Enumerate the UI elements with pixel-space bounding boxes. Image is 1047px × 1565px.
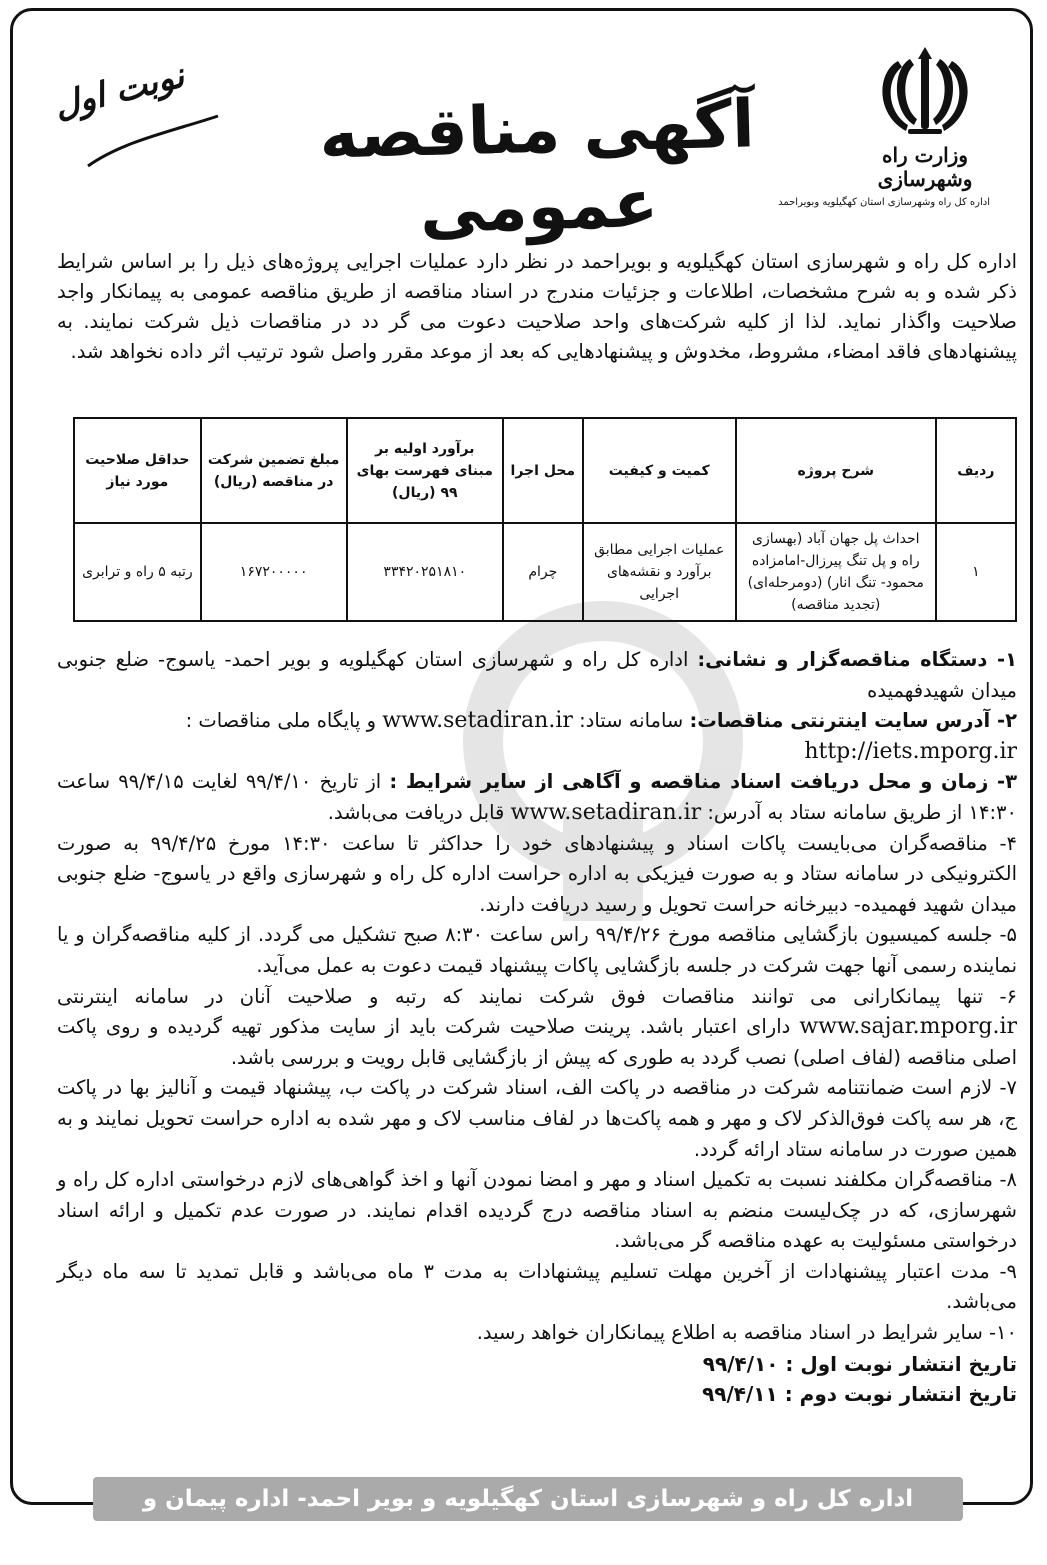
ministry-name: وزارت راه وشهرسازی: [877, 143, 973, 191]
setad-link[interactable]: www.setadiran.ir: [382, 708, 573, 734]
term-6-text-a: ۶- تنها پیمانکارانی می توانند مناقصات فوق شرکت نمایند که رتبه و صلاحیت آنان در سامانه اینترنتی: [57, 984, 1017, 1008]
term-2: [57, 706, 1017, 767]
terms-list: [57, 645, 1017, 1410]
cell-qty: عملیات اجرایی مطابق برآورد و نقشه‌های اجرایی: [583, 523, 736, 621]
publish-date-2: تاریخ انتشار نوبت دوم : ۹۹/۴/۱۱: [702, 1382, 1017, 1407]
term-8: ۸- مناقصه‌گران مکلفند نسبت به تکمیل اسناد و مهر و امضا نمودن آنها و اخذ گواهی‌های لازم درخواستی اداره کل راه و شهرسازی، که در چک‌لیست منضم به اسناد مناقصه درج گردیده اقدام نمایند. در صورت عدم تکمیل و ارائه اسناد درخواستی مسئولیت به عهده مناقصه گر می‌باشد.: [57, 1168, 1017, 1253]
cell-guarantee: ۱۶۷۲۰۰۰۰۰: [201, 523, 347, 621]
term-6: [57, 982, 1017, 1074]
intro-paragraph: اداره کل راه و شهرسازی استان کهگیلویه و بویراحمد در نظر دارد عملیات اجرایی پروژه‌های ذیل را بر اساس شرایط ذکر شده و به شرح مشخصات، اطلاعات و جزئیات مندرج در اسناد مناقصه از طریق مناقصه عمومی به پیمانکار واجد صلاحیت واگذار نماید. لذا از کلیه شرکت‌های واحد صلاحیت دعوت می گر دد در مناقصات ذیل شرکت نمایند. به پیشنهادهای فاقد امضاء، مشروط، مخدوش و پیشنهادهایی که بعد از موعد مقرر واصل شود ترتیب اثر داده نخواهد شد.: [57, 250, 1017, 363]
iets-link[interactable]: http://iets.mporg.ir: [804, 738, 1017, 764]
term-2-text-b: و پایگاه ملی مناقصات :: [185, 709, 383, 733]
term-3-text-b: قابل دریافت می‌باشد.: [327, 800, 511, 824]
page-title: آگهی مناقصه عمومی: [318, 85, 756, 249]
cell-rank: رتبه ۵ راه و ترابری: [74, 523, 201, 621]
col-header-place: محل اجرا: [503, 418, 583, 523]
sajar-link[interactable]: www.sajar.mporg.ir: [799, 1014, 1017, 1040]
round-label: نوبت اول: [50, 55, 189, 127]
footer-banner: اداره کل راه و شهرسازی استان کهگیلویه و بویر احمد- اداره پیمان و رسیدگی: [93, 1477, 963, 1521]
round-underline-icon: [83, 111, 223, 171]
cell-estimate: ۳۳۴۲۰۲۵۱۸۱۰: [347, 523, 503, 621]
col-header-guarantee: مبلغ تضمین شرکت در مناقصه (ریال): [201, 418, 347, 523]
term-4: ۴- مناقصه‌گران می‌بایست پاکات اسناد و پیشنهادهای خود را حداکثر تا ساعت ۱۴:۳۰ مورخ ۹۹/۴/۲۵ به صورت الکترونیکی در سامانه ستاد و به صورت فیزیکی به اداره حراست اداره کل راه و شهرسازی واقع در یاسوج- ضلع جنوبی میدان شهید فهمیده- دبیرخانه حراست تحویل و رسید دریافت دارند.: [57, 831, 1018, 916]
projects-table: [73, 417, 1017, 622]
publish-date-1: تاریخ انتشار نوبت اول : ۹۹/۴/۱۰: [702, 1351, 1017, 1376]
term-10: ۱۰- سایر شرایط در اسناد مناقصه به اطلاع پیمانکاران خواهد رسید.: [476, 1321, 1017, 1345]
term-2-text-a: سامانه ستاد:: [572, 709, 690, 733]
setad-link-2[interactable]: www.setadiran.ir: [510, 799, 702, 825]
col-header-rank: حداقل صلاحیت مورد نیاز: [74, 418, 201, 523]
col-header-no: ردیف: [936, 418, 1016, 523]
term-2-label: ۲- آدرس سایت اینترنتی مناقصات:: [689, 709, 1017, 733]
cell-desc: احداث پل جهان آباد (بهسازی راه و پل تنگ پیرزال-امامزاده محمود- تنگ انار) (دومرحله‌ای)(تجدید مناقصه): [736, 523, 936, 621]
emblem-icon: [870, 39, 980, 139]
table-row: [74, 523, 1016, 621]
term-3-label: ۳- زمان و محل دریافت اسناد مناقصه و آگاهی از سایر شرایط :: [389, 770, 1018, 794]
col-header-qty: کمیت و کیفیت: [583, 418, 736, 523]
term-3-text-a: از تاریخ ۹۹/۴/۱۰ لغایت ۹۹/۴/۱۵ ساعت ۱۴:۳۰ از طریق سامانه ستاد به آدرس:: [57, 770, 1017, 824]
notice-frame: [10, 8, 1033, 1556]
col-header-estimate: برآورد اولیه بر مبنای فهرست بهای ۹۹ (ریال): [347, 418, 503, 523]
cell-no: ۱: [936, 523, 1016, 621]
term-3: [57, 767, 1017, 828]
table-header-row: [74, 418, 1016, 523]
office-name: اداره کل راه وشهرسازی استان کهگیلویه وبویراحمد: [778, 197, 990, 208]
term-1-label: ۱- دستگاه مناقصه‌گزار و نشانی:: [697, 648, 1017, 671]
ministry-logo: [778, 39, 990, 208]
term-5: ۵- جلسه کمیسیون بازگشایی مناقصه مورخ ۹۹/۴/۲۶ راس ساعت ۸:۳۰ صبح تشکیل می گردد. از کلیه مناقصه‌گران و یا نماینده رسمی آنها جهت شرکت در جلسه بازگشایی پاکات پیشنهاد قیمت دعوت به عمل می‌آید.: [57, 923, 1017, 977]
term-6-text-b: دارای اعتبار باشد. پرینت صلاحیت شرکت باید از سایت مذکور تهیه گردیده و روی پاکت اصلی مناقصه (لفاف اصلی) نصب گردد به طوری که پیش از بازگشایی قابل رویت و بررسی باشد.: [57, 1015, 1017, 1069]
cell-place: چرام: [503, 523, 583, 621]
term-1: [57, 645, 1017, 706]
col-header-desc: شرح پروژه: [736, 418, 936, 523]
term-1-text: اداره کل راه و شهرسازی استان کهگیلویه و بویر احمد- یاسوج- ضلع جنوبی میدان شهیدفهمیده: [57, 648, 1017, 702]
term-9: ۹- مدت اعتبار پیشنهادات از آخرین مهلت تسلیم پیشنهادات به مدت ۳ ماه می‌باشد و قابل تمدید تا سه ماه دیگر می‌باشد.: [57, 1259, 1017, 1314]
term-7: ۷- لازم است ضمانتنامه شرکت در مناقصه در پاکت الف، اسناد شرکت در پاکت ب، پیشنهاد قیمت و آنالیز بها در پاکت ج، هر سه پاکت فوق‌الذکر لاک و مهر و همه پاکت‌ها در لفاف مناسب لاک و مهر شده به اداره حراست تحویل نمایند و به همین صورت در سامانه ستاد ارائه گردد.: [57, 1076, 1017, 1161]
